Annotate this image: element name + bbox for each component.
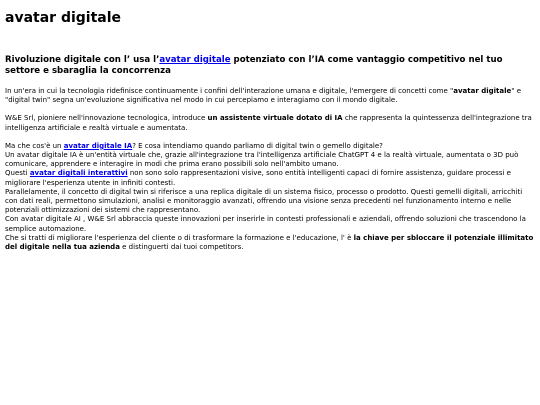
intro-text-pre: In un'era in cui la tecnologia ridefinisce continuamente i confini dell'interazione umana e digitale, l'emergere di concetti come " [5, 87, 454, 95]
company-innovation-text: Con avatar digitale AI , W&E Srl abbraccia queste innovazioni per inserirle in contesti professionali e aziendali, offrendo soluzioni che trascendono la semplice automazione. [5, 215, 526, 233]
avatar-digitale-ia-link[interactable]: avatar digitale IA [63, 141, 133, 150]
intro-bold-term: avatar digitale [453, 87, 512, 95]
question-text-pre: Ma che cos'è un [5, 141, 64, 150]
intro-paragraph [5, 87, 534, 105]
definition-paragraph [5, 142, 534, 252]
closing-bold-text: la chiave per sbloccare il potenziale illimitato del digitale nella tua azienda [5, 233, 534, 252]
company-bold-term: un assistente virtuale dotato di IA [207, 114, 343, 123]
closing-text-post: e distinguerti dai tuoi competitors. [119, 243, 244, 252]
page-title: avatar digitale [5, 10, 122, 26]
company-text-pre: W&E Srl, pioniere nell'innovazione tecnologica, introduce [5, 114, 208, 123]
heading-text-post: potenziato con l’IA come vantaggio competitivo nel tuo settore e sbaraglia la concorrenza [5, 55, 503, 76]
interactive-text-post: non sono solo rappresentazioni visive, sono entità intelligenti capaci di fornire assistenza, guidare processi e migliorare l'esperienza utente in infiniti contesti. [5, 169, 511, 187]
avatar-digitale-link[interactable]: avatar digitale [159, 55, 231, 65]
definition-text: Un avatar digitale IA è un'entità virtuale che, grazie all'integrazione tra l'intelligenza artificiale ChatGPT 4 e la realtà virtuale, aumentata o 3D può comunicare, apprendere e interagire in modi che prima erano possibili solo nell'ambito umano. [5, 151, 519, 169]
company-text-post: che rappresenta la quintessenza dell'integrazione tra intelligenza artificiale e realtà virtuale e aumentata. [5, 114, 532, 132]
digital-twin-text: Parallelamente, il concetto di digital twin si riferisce a una replica digitale di un sistema fisico, processo o prodotto. Questi gemelli digitali, arricchiti con dati reali, permettono simulazioni, analisi e monitoraggio avanzati, offrendo una visione senza precedenti nel funzionamento interno e nelle potenziali ottimizzazioni dei sistemi che rappresentano. [5, 187, 523, 215]
avatar-digitali-interattivi-link[interactable]: avatar digitali interattivi [29, 169, 128, 178]
closing-text-pre: Che si tratti di migliorare l'esperienza del cliente o di trasformare la formazione e l'educazione, l' è [5, 233, 354, 242]
question-text-post: ? E cosa intendiamo quando parliamo di digital twin o gemello digitale? [132, 141, 383, 150]
section-heading [5, 55, 534, 77]
interactive-text-pre: Questi [5, 169, 30, 178]
intro-text-post: " e "digital twin" segna un'evoluzione significativa nel modo in cui percepiamo e interagiamo con il mondo digitale. [5, 87, 522, 105]
heading-text-pre: Rivoluzione digitale con l’ usa l’ [5, 55, 160, 65]
company-paragraph [5, 114, 534, 132]
